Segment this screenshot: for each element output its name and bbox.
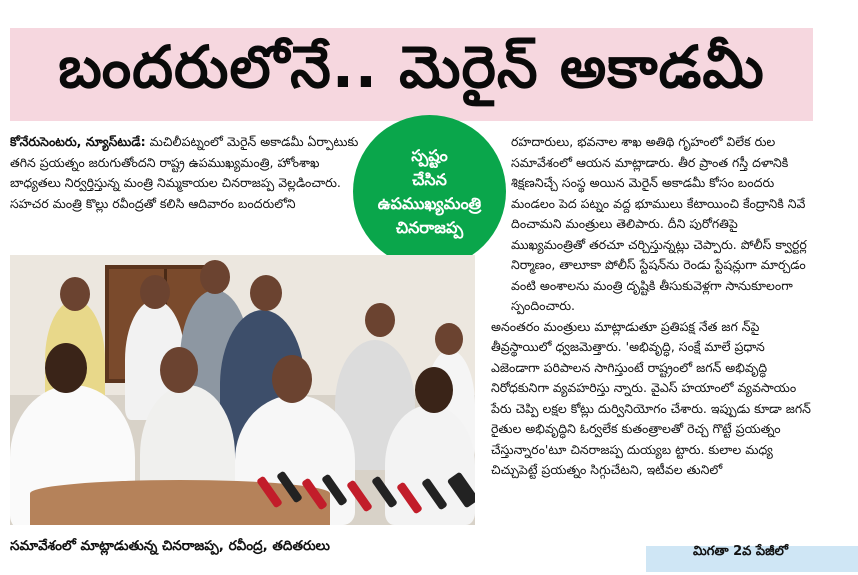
left-column (10, 132, 360, 214)
person-head (272, 355, 312, 403)
person-head (200, 260, 230, 294)
right-column-paragraph-1: రహదారులు, భవనాల శాఖ అతిథి గృహంలో విలేక రుల సమావేశంలో ఆయన మాట్లాడారు. తీర ప్రాంత గస్తీ దళానికి శిక్షణనిచ్చే సంస్థ అయిన మెరైన్ అకాడమీ కోసం బందరు మండలం పెద పట్నం వద్ద భూములు కేటాయించి కేంద్రానికి నివే దించామని మంత్రులు తెలిపారు. దీని పురోగతిపై ముఖ్యమంత్రితో తరచూ చర్చిస్తున్నట్లు చెప్పారు. పోలీస్ క్వార్టర్ల నిర్మాణం, తాలూకా పోలీస్ స్టేషన్‌ను రెండు స్టేషన్లుగా మార్చడం వంటి అంశాలను మంత్రి దృష్టికి తీసుకువెళ్లగా సానుకూలంగా స్పందించారు. (511, 134, 807, 313)
right-column (491, 132, 813, 481)
headline-band (10, 28, 813, 121)
continued-on-page-2: మిగతా 2వ పేజీలో (693, 544, 789, 559)
press-meet-photo (10, 255, 475, 525)
circle-line-3: ఉపముఖ్యమంత్రి (377, 193, 482, 213)
person-head (365, 303, 395, 337)
person-head (250, 275, 282, 311)
person-head (60, 277, 90, 311)
circle-line-2: చేసిన (412, 169, 447, 189)
person-head (435, 323, 463, 355)
person-head (160, 347, 198, 393)
highlight-circle (353, 115, 506, 268)
circle-line-1: స్పష్టం (411, 145, 448, 165)
left-column-paragraph (10, 132, 360, 214)
headline: బందరులోనే.. మెరైన్ అకాడమీ (58, 33, 765, 101)
photo-caption: సమావేశంలో మాట్లాడుతున్న చినరాజప్ప, రవీంద్ర, తదితరులు (10, 538, 330, 554)
right-column-paragraph-2: అనంతరం మంత్రులు మాట్లాడుతూ ప్రతిపక్ష నేత జగ న్‌పై తీవ్రస్థాయిలో ధ్వజమెత్తారు. 'అభివృద్ధి, సంక్షే మాలే ప్రధాన ఎజెండాగా పరిపాలన సాగిస్తుంటే రాష్ట్రంలో జగన్ అభివృద్ధి నిరోధకునిగా వ్యవహరిస్తు న్నారు. వైఎస్ హయాంలో వ్యవసాయం పేరు చెప్పి లక్షల కోట్లు దుర్వినియోగం చేశారు. ఇప్పుడు కూడా జగన్ రైతుల అభివృద్ధిని ఓర్వలేక కుతంత్రాలతో రెచ్చ గొట్టే ప్రయత్నం చేస్తున్నారం'టూ చినరాజప్ప దుయ్యబ ట్టారు. కులాల మధ్య చిచ్చుపెట్టే ప్రయత్నం సిగ్గుచేటని, ఇటీవల తునిలో (491, 318, 811, 477)
person-head (415, 367, 453, 413)
left-column-text: మచిలీపట్నంలో మెరైన్ అకాడమీ ఏర్పాటుకు తగిన ప్రయత్నం జరుగుతోందని రాష్ట్ర ఉపముఖ్యమంత్రి, హోంశాఖ బాధ్యతలు నిర్వర్తిస్తున్న మంత్రి నిమ్మకాయల చినరాజప్ప వెల్లడించారు. సహచర మంత్రి కొల్లు రవీంద్రతో కలిసి ఆదివారం బందరులోని (10, 134, 359, 211)
person-figure (385, 405, 475, 525)
byline: కోనేరుసెంటరు, న్యూస్‌టుడే: (10, 134, 146, 149)
circle-line-4: చినరాజప్ప (395, 217, 464, 237)
person-head (140, 275, 170, 309)
person-head (45, 343, 87, 393)
